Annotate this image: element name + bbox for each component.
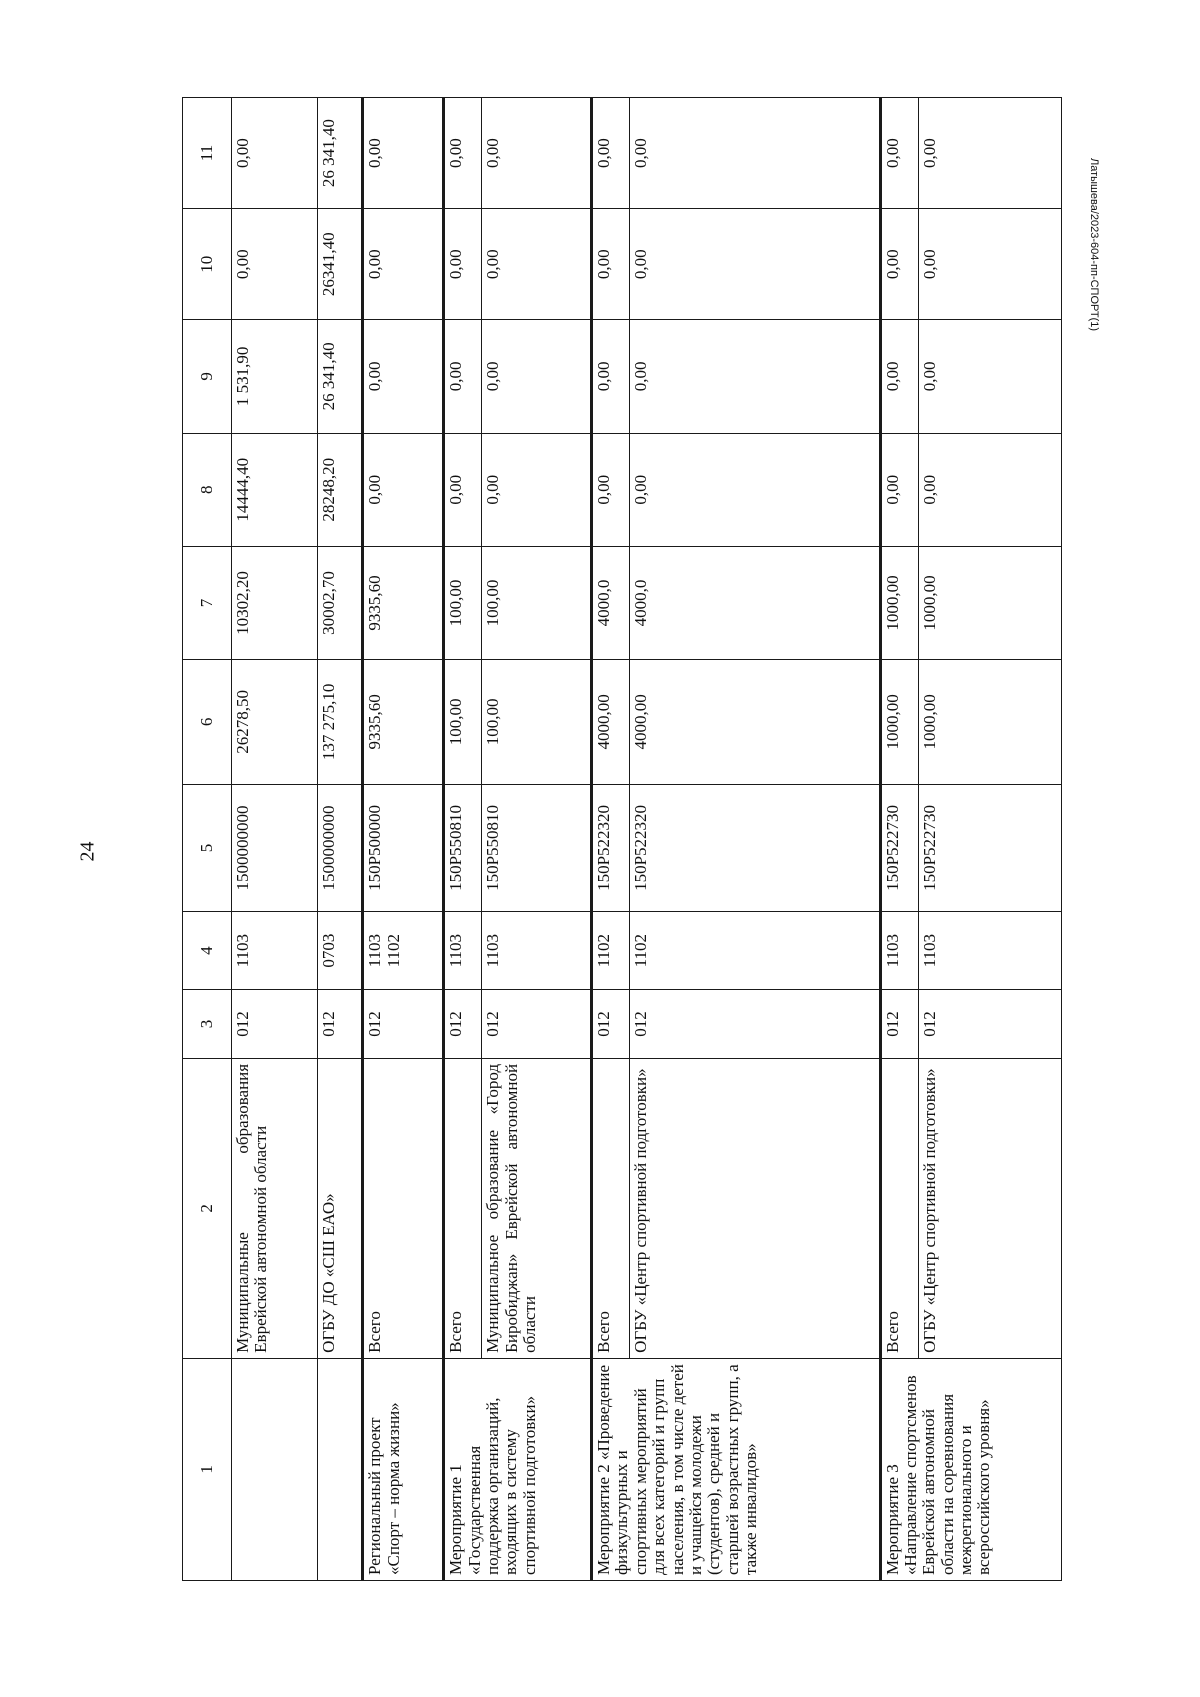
table-cell: 1103 1102 bbox=[363, 912, 444, 990]
table-cell: 137 275,10 bbox=[317, 660, 362, 784]
table-cell: 0,00 bbox=[482, 433, 592, 546]
column-header: 5 bbox=[183, 784, 232, 912]
table-cell: 26278,50 bbox=[232, 660, 318, 784]
table-cell: 150P522320 bbox=[630, 784, 880, 912]
table-cell: 1 531,90 bbox=[232, 320, 318, 433]
column-header: 11 bbox=[183, 98, 232, 209]
table-cell: 0,00 bbox=[630, 433, 880, 546]
table-cell: 0,00 bbox=[592, 98, 630, 209]
table-row bbox=[232, 98, 318, 1581]
table-cell: 30002,70 bbox=[317, 546, 362, 659]
table-cell: 1500000000 bbox=[232, 784, 318, 912]
table-cell: 1000,00 bbox=[918, 660, 1061, 784]
table-cell: 012 bbox=[482, 990, 592, 1059]
table-cell: 1103 bbox=[444, 912, 482, 990]
table-cell bbox=[317, 1358, 362, 1580]
table-cell: 0,00 bbox=[232, 209, 318, 320]
table-cell: 012 bbox=[317, 990, 362, 1059]
table-cell: 26341,40 bbox=[317, 209, 362, 320]
table-cell: 4000,0 bbox=[630, 546, 880, 659]
page-number: 24 bbox=[76, 841, 99, 862]
table-cell: 1000,00 bbox=[918, 546, 1061, 659]
table-cell: 4000,0 bbox=[592, 546, 630, 659]
table-cell: Всего bbox=[880, 1058, 918, 1358]
rotated-table-container bbox=[182, 97, 1062, 1581]
table-cell: 100,00 bbox=[444, 660, 482, 784]
table-cell: 0,00 bbox=[444, 320, 482, 433]
column-header: 8 bbox=[183, 433, 232, 546]
column-header: 2 bbox=[183, 1058, 232, 1358]
table-cell: 1000,00 bbox=[880, 660, 918, 784]
table-cell: 1000,00 bbox=[880, 546, 918, 659]
table-cell: 10302,20 bbox=[232, 546, 318, 659]
table-cell: 0,00 bbox=[918, 98, 1061, 209]
table-row bbox=[482, 98, 592, 1581]
table-row bbox=[630, 98, 880, 1581]
table-cell: Мероприятие 1 «Государственная поддержка организаций, входящих в систему спортивной подготовки» bbox=[444, 1358, 592, 1580]
table-cell: Всего bbox=[444, 1058, 482, 1358]
table-cell: 0,00 bbox=[880, 98, 918, 209]
table-cell: 0,00 bbox=[592, 433, 630, 546]
table-cell: ОГБУ «Центр спортивной подготовки» bbox=[630, 1058, 880, 1358]
table-cell: 0,00 bbox=[482, 320, 592, 433]
table-cell: 150P522320 bbox=[592, 784, 630, 912]
column-header: 7 bbox=[183, 546, 232, 659]
table-cell: 1103 bbox=[232, 912, 318, 990]
table-cell: 0,00 bbox=[918, 209, 1061, 320]
table-cell: 0,00 bbox=[363, 209, 444, 320]
table-cell bbox=[232, 1358, 318, 1580]
table-row bbox=[880, 98, 918, 1581]
table-cell: 100,00 bbox=[444, 546, 482, 659]
table-cell: 0,00 bbox=[444, 98, 482, 209]
table-cell: 150P522730 bbox=[880, 784, 918, 912]
table-cell: 100,00 bbox=[482, 660, 592, 784]
table-cell: 9335,60 bbox=[363, 546, 444, 659]
table-cell: 0,00 bbox=[482, 98, 592, 209]
table-row bbox=[363, 98, 444, 1581]
table-cell: 0,00 bbox=[363, 320, 444, 433]
table-cell: Всего bbox=[363, 1058, 444, 1358]
table-cell: 4000,00 bbox=[592, 660, 630, 784]
table-cell: 0,00 bbox=[592, 320, 630, 433]
table-cell: 0,00 bbox=[363, 98, 444, 209]
table-cell: 0,00 bbox=[630, 209, 880, 320]
table-row bbox=[444, 98, 482, 1581]
table-cell: 0703 bbox=[317, 912, 362, 990]
table-cell: Всего bbox=[592, 1058, 630, 1358]
table-row bbox=[592, 98, 630, 1581]
table-cell: 0,00 bbox=[592, 209, 630, 320]
table-cell: 012 bbox=[232, 990, 318, 1059]
table-cell: Муниципальное образование «Город Биробиджан» Еврейской автономной области bbox=[482, 1058, 592, 1358]
table-cell: 1103 bbox=[880, 912, 918, 990]
table-cell: 0,00 bbox=[880, 320, 918, 433]
table-cell: 150P550810 bbox=[482, 784, 592, 912]
table-cell: 0,00 bbox=[630, 320, 880, 433]
document-code: Латышева/2023-604-пп-СПОРТ(1) bbox=[1088, 158, 1100, 332]
table-cell: 0,00 bbox=[232, 98, 318, 209]
column-header: 4 bbox=[183, 912, 232, 990]
table-cell: 26 341,40 bbox=[317, 98, 362, 209]
table-cell: 100,00 bbox=[482, 546, 592, 659]
table-cell: 012 bbox=[444, 990, 482, 1059]
table-cell: 4000,00 bbox=[630, 660, 880, 784]
table-cell: Муниципальные образования Еврейской автономной области bbox=[232, 1058, 318, 1358]
table-cell: 14444,40 bbox=[232, 433, 318, 546]
table-cell: ОГБУ ДО «СШ ЕАО» bbox=[317, 1058, 362, 1358]
table-cell: 0,00 bbox=[363, 433, 444, 546]
table-cell: 1103 bbox=[482, 912, 592, 990]
table-cell: 150P522730 bbox=[918, 784, 1061, 912]
table-cell: 012 bbox=[630, 990, 880, 1059]
table-cell: 0,00 bbox=[444, 433, 482, 546]
column-header: 10 bbox=[183, 209, 232, 320]
table-cell: 012 bbox=[918, 990, 1061, 1059]
table-cell: 0,00 bbox=[918, 433, 1061, 546]
table-cell: 0,00 bbox=[918, 320, 1061, 433]
table-cell: 0,00 bbox=[880, 209, 918, 320]
table-cell: 150P550810 bbox=[444, 784, 482, 912]
table-row bbox=[317, 98, 362, 1581]
table-cell: 012 bbox=[880, 990, 918, 1059]
table-cell: 150P500000 bbox=[363, 784, 444, 912]
table-cell: 0,00 bbox=[444, 209, 482, 320]
table-cell: 0,00 bbox=[630, 98, 880, 209]
table-cell: ОГБУ «Центр спортивной подготовки» bbox=[918, 1058, 1061, 1358]
table-cell: 28248,20 bbox=[317, 433, 362, 546]
table-cell: 012 bbox=[363, 990, 444, 1059]
table-cell: 0,00 bbox=[482, 209, 592, 320]
column-header: 9 bbox=[183, 320, 232, 433]
table-cell: 26 341,40 bbox=[317, 320, 362, 433]
budget-table bbox=[182, 97, 1062, 1581]
column-header: 6 bbox=[183, 660, 232, 784]
table-cell: 1500000000 bbox=[317, 784, 362, 912]
column-header: 1 bbox=[183, 1358, 232, 1580]
column-header: 3 bbox=[183, 990, 232, 1059]
table-cell: Мероприятие 3 «Направление спортсменов Еврейской автономной области на соревнования межрегионального и всероссийского уровня» bbox=[880, 1358, 1061, 1580]
table-cell: 1102 bbox=[630, 912, 880, 990]
table-row bbox=[918, 98, 1061, 1581]
table-cell: 012 bbox=[592, 990, 630, 1059]
table-cell: 1103 bbox=[918, 912, 1061, 990]
table-cell: Мероприятие 2 «Проведение физкультурных и спортивных мероприятий для всех категорий и групп населения, в том числе детей и учащейся молодежи (студентов), средней и старшей возрастных групп, а также инвалидов» bbox=[592, 1358, 881, 1580]
table-cell: 0,00 bbox=[880, 433, 918, 546]
table-cell: Региональный проект «Спорт – норма жизни» bbox=[363, 1358, 444, 1580]
table-cell: 1102 bbox=[592, 912, 630, 990]
table-cell: 9335,60 bbox=[363, 660, 444, 784]
header-row bbox=[183, 98, 232, 1581]
